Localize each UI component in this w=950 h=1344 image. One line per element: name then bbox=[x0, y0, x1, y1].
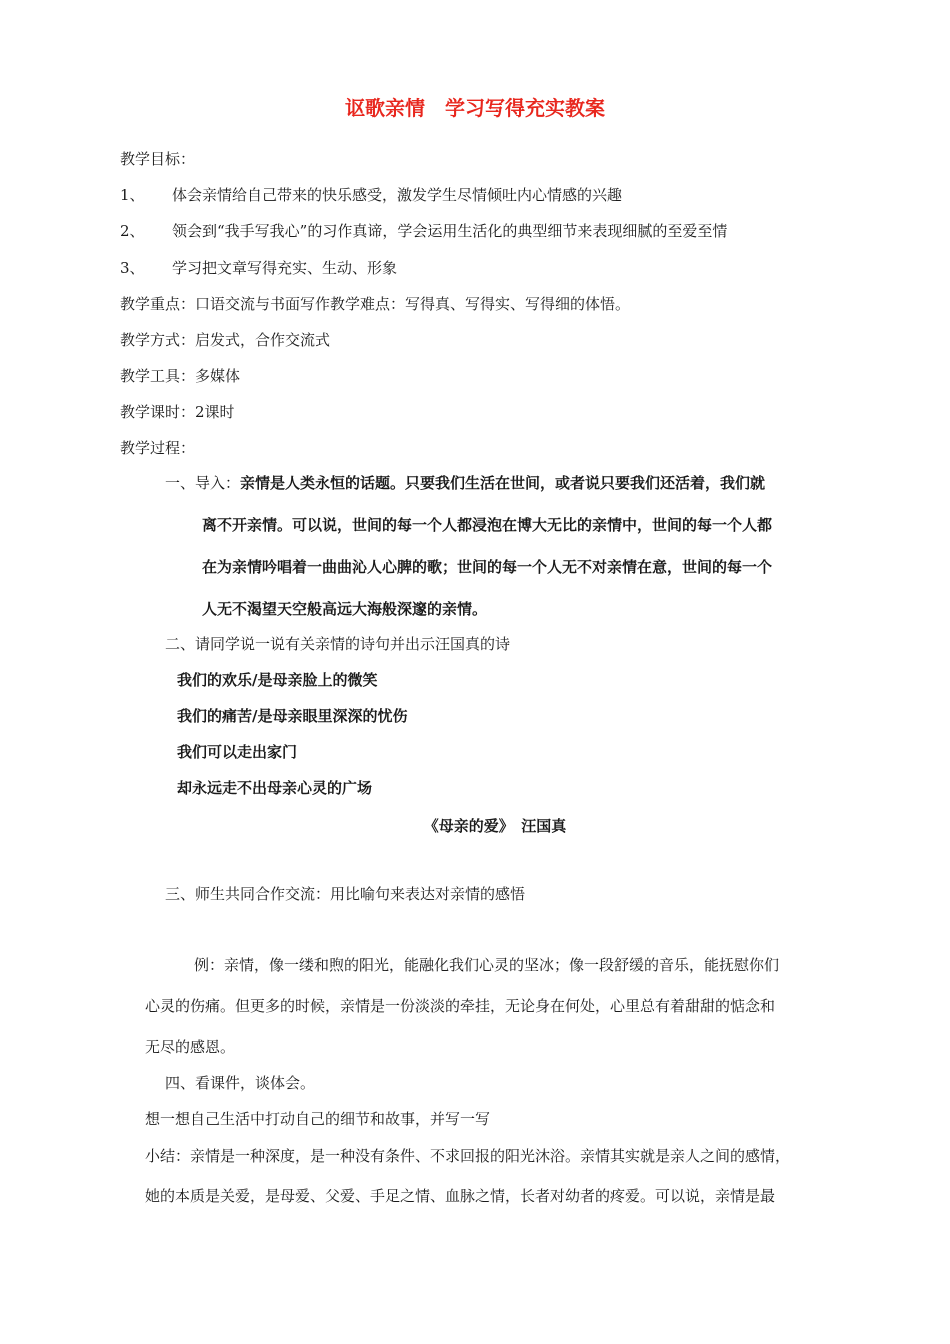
example-line-1: 例：亲情，像一缕和煦的阳光，能融化我们心灵的坚冰；像一段舒缓的音乐，能抚慰你们 bbox=[194, 956, 780, 974]
poem-line-1: 我们的欢乐/是母亲脸上的微笑 bbox=[177, 671, 378, 689]
goal-text: 领会到“我手写我心”的习作真谛，学会运用生活化的典型细节来表现细腻的至爱至情 bbox=[172, 222, 728, 240]
poem-line-2: 我们的痛苦/是母亲眼里深深的忧伤 bbox=[177, 707, 408, 725]
teaching-hours: 教学课时：2课时 bbox=[120, 403, 235, 421]
intro-line-2: 离不开亲情。可以说，世间的每一个人都浸泡在博大无比的亲情中，世间的每一个人都 bbox=[202, 516, 773, 534]
goal-number: 1、 bbox=[120, 186, 145, 204]
poem-line-3: 我们可以走出家门 bbox=[177, 743, 298, 761]
example-line-3: 无尽的感恩。 bbox=[145, 1038, 236, 1056]
goal-number: 3、 bbox=[120, 259, 145, 277]
example-line-2: 心灵的伤痛。但更多的时候，亲情是一份淡淡的牵挂，无论身在何处，心里总有着甜甜的惦念和 bbox=[145, 997, 776, 1015]
intro-prefix: 一、导入： bbox=[165, 474, 241, 492]
summary-line-1: 小结：亲情是一种深度，是一种没有条件、不求回报的阳光沐浴。亲情其实就是亲人之间的感情， bbox=[145, 1147, 791, 1165]
goal-item-2 bbox=[120, 221, 727, 241]
intro-line-4: 人无不渴望天空般高远大海般深邃的亲情。 bbox=[202, 600, 488, 618]
step-four: 四、看课件，谈体会。 bbox=[165, 1074, 316, 1092]
goal-text: 学习把文章写得充实、生动、形象 bbox=[172, 259, 398, 277]
process-heading: 教学过程： bbox=[120, 439, 196, 457]
summary-line-2: 她的本质是关爱，是母爱、父爱、手足之情、血脉之情，长者对幼者的疼爱。可以说，亲情是最 bbox=[145, 1187, 776, 1205]
step-two: 二、请同学说一说有关亲情的诗句并出示汪国真的诗 bbox=[165, 635, 511, 653]
goal-item-3 bbox=[120, 258, 397, 278]
intro-text: 亲情是人类永恒的话题。只要我们生活在世间，或者说只要我们还活着，我们就 bbox=[240, 474, 766, 492]
goal-item-1 bbox=[120, 185, 622, 205]
key-points: 教学重点：口语交流与书面写作教学难点：写得真、写得实、写得细的体悟。 bbox=[120, 295, 631, 313]
think-prompt: 想一想自己生活中打动自己的细节和故事，并写一写 bbox=[145, 1110, 491, 1128]
poem-source: 《母亲的爱》 汪国真 bbox=[423, 817, 567, 835]
goals-heading: 教学目标： bbox=[120, 150, 196, 168]
teaching-method: 教学方式：启发式，合作交流式 bbox=[120, 331, 331, 349]
step-three: 三、师生共同合作交流：用比喻句来表达对亲情的感悟 bbox=[165, 885, 526, 903]
document-title: 讴歌亲情 学习写得充实教案 bbox=[345, 96, 605, 120]
teaching-tools: 教学工具：多媒体 bbox=[120, 367, 241, 385]
intro-line-3: 在为亲情吟唱着一曲曲沁人心脾的歌；世间的每一个人无不对亲情在意，世间的每一个 bbox=[202, 558, 773, 576]
goal-number: 2、 bbox=[120, 222, 145, 240]
goal-text: 体会亲情给自己带来的快乐感受，激发学生尽情倾吐内心情感的兴趣 bbox=[172, 186, 623, 204]
intro-line-1 bbox=[165, 473, 765, 493]
poem-line-4: 却永远走不出母亲心灵的广场 bbox=[177, 779, 373, 797]
